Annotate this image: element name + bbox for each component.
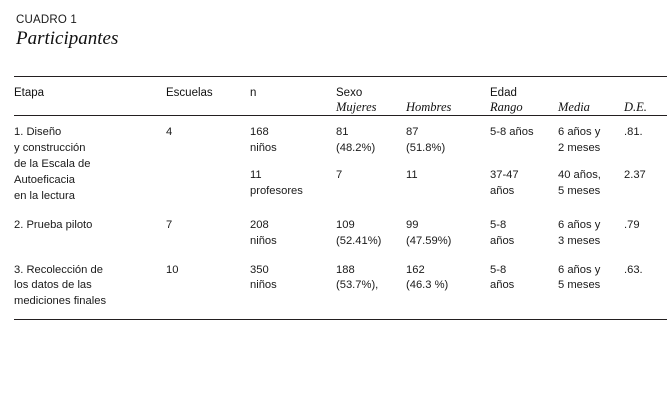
header-media: Media bbox=[558, 100, 590, 115]
cell-escuelas bbox=[166, 168, 250, 205]
cell-rango: 37-47 años bbox=[490, 168, 519, 197]
spacer bbox=[14, 310, 667, 319]
participants-table bbox=[14, 76, 667, 320]
header-hombres: Hombres bbox=[406, 100, 452, 115]
cell-media: 6 años y 3 meses bbox=[558, 218, 601, 247]
cell-hombres: 162 (46.3 %) bbox=[406, 263, 449, 292]
cell-etapa: 3. Recolección de los datos de las mediciones finales bbox=[14, 263, 107, 308]
header-edad: Edad bbox=[490, 86, 517, 99]
spacer bbox=[14, 116, 667, 126]
cell-mujeres: 109 (52.41%) bbox=[336, 218, 382, 247]
table-header-row-1 bbox=[14, 86, 667, 100]
cell-hombres: 87 (51.8%) bbox=[406, 126, 446, 155]
cell-n: 168 niños bbox=[250, 126, 277, 155]
cell-mujeres: 81 (48.2%) bbox=[336, 126, 376, 155]
table-rule-bottom bbox=[14, 319, 667, 320]
cell-de: 2.37 bbox=[624, 168, 646, 181]
cell-hombres: 11 bbox=[406, 168, 418, 181]
cell-media: 6 años y 5 meses bbox=[558, 263, 601, 292]
table-caption-title: Participantes bbox=[16, 28, 119, 49]
header-n: n bbox=[250, 86, 257, 99]
cell-etapa: 1. Diseño y construcción de la Escala de Autoeficacia en la lectura bbox=[14, 126, 91, 202]
header-spacer-3 bbox=[250, 100, 336, 115]
cell-rango: 5-8 años bbox=[490, 218, 515, 247]
spacer bbox=[14, 76, 667, 86]
cell-n: 350 niños bbox=[250, 263, 277, 292]
header-etapa: Etapa bbox=[14, 86, 45, 99]
cell-etapa: 2. Prueba piloto bbox=[14, 218, 93, 231]
table-row bbox=[14, 218, 667, 250]
cell-mujeres: 188 (53.7%), bbox=[336, 263, 379, 292]
spacer bbox=[14, 205, 667, 218]
cell-rango: 5-8 años bbox=[490, 126, 534, 139]
table-row bbox=[14, 263, 667, 311]
cell-n: 11 profesores bbox=[250, 168, 303, 197]
cell-de: .81. bbox=[624, 126, 643, 139]
header-sexo: Sexo bbox=[336, 86, 363, 99]
table-caption-label: CUADRO 1 bbox=[16, 14, 78, 26]
cell-media: 40 años, 5 meses bbox=[558, 168, 601, 197]
cell-n: 208 niños bbox=[250, 218, 277, 247]
cell-rango: 5-8 años bbox=[490, 263, 515, 292]
cell-mujeres: 7 bbox=[336, 168, 343, 181]
header-escuelas: Escuelas bbox=[166, 86, 213, 99]
cell-de: .63. bbox=[624, 263, 643, 276]
cell-media: 6 años y 2 meses bbox=[558, 126, 601, 155]
header-mujeres: Mujeres bbox=[336, 100, 377, 115]
header-de: D.E. bbox=[624, 100, 647, 115]
spacer bbox=[14, 250, 667, 263]
table-header-row-2 bbox=[14, 100, 667, 115]
header-spacer-2 bbox=[166, 100, 250, 115]
cell-hombres: 99 (47.59%) bbox=[406, 218, 452, 247]
cell-escuelas: 10 bbox=[166, 263, 179, 276]
header-spacer-1 bbox=[14, 100, 166, 115]
cell-de: .79 bbox=[624, 218, 640, 231]
header-rango: Rango bbox=[490, 100, 523, 115]
cell-escuelas: 7 bbox=[166, 218, 173, 231]
table-row bbox=[14, 125, 667, 162]
cell-escuelas: 4 bbox=[166, 126, 173, 139]
